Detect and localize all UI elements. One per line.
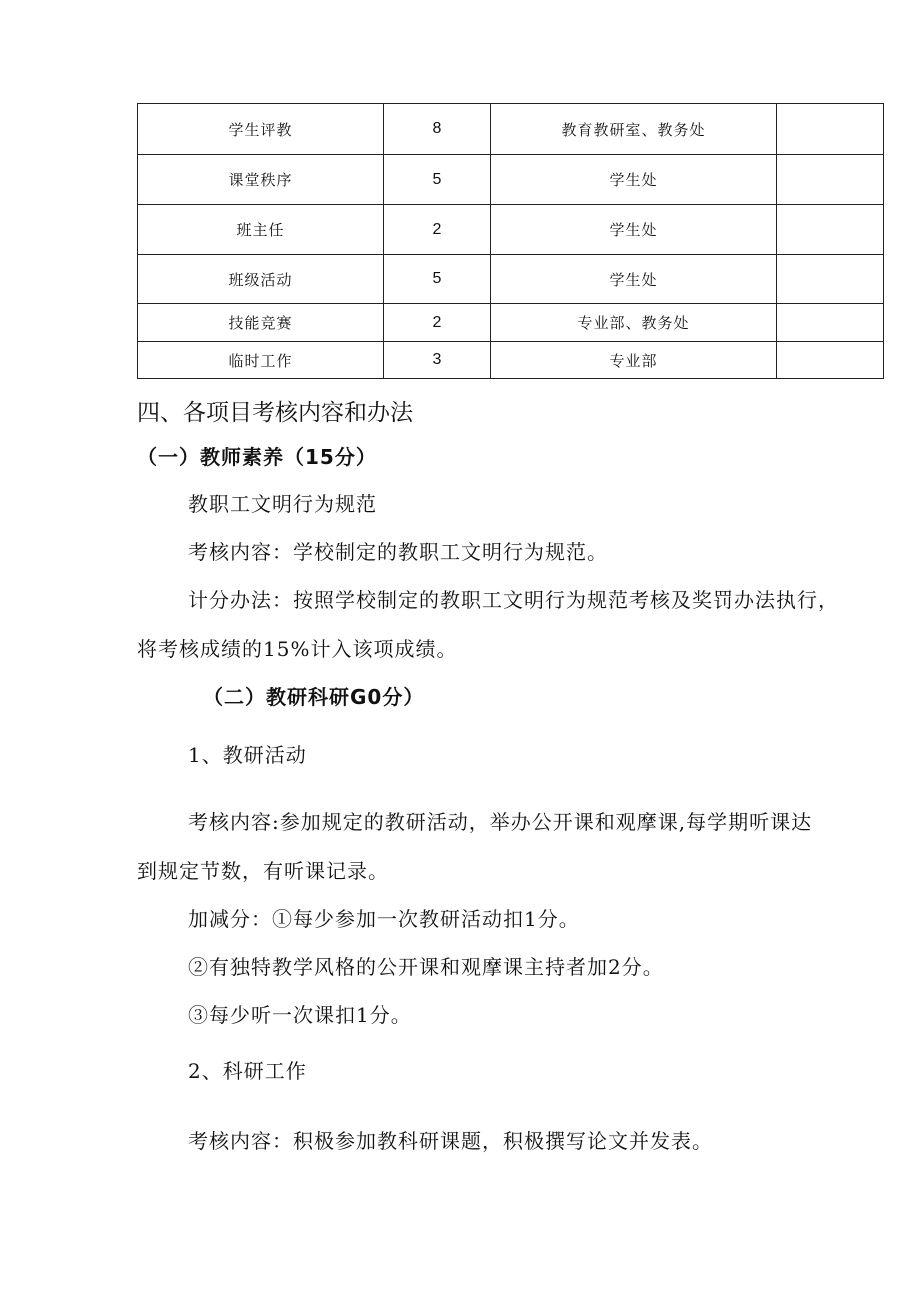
item1-rule2: ②有独特教学风格的公开课和观摩课主持者加2分。 [188, 955, 664, 979]
part1-title: （一）教师素养（15分） [137, 445, 377, 469]
table-row [138, 104, 884, 155]
score-cell: 5 [384, 255, 491, 304]
item-cell: 班级活动 [138, 255, 384, 304]
item2-content: 考核内容：积极参加教科研课题，积极撰写论文并发表。 [188, 1129, 713, 1153]
note-cell [777, 104, 884, 155]
table-row [138, 155, 884, 205]
item-cell: 课堂秩序 [138, 155, 384, 205]
item-cell: 班主任 [138, 205, 384, 255]
item1-content-line1: 考核内容:参加规定的教研活动，举办公开课和观摩课,每学期听课达 [188, 810, 813, 834]
dept-cell: 学生处 [491, 205, 777, 255]
table-row [138, 255, 884, 304]
item-cell: 临时工作 [138, 342, 384, 379]
item-cell: 技能竞赛 [138, 304, 384, 342]
score-table [137, 103, 884, 379]
dept-cell: 学生处 [491, 255, 777, 304]
part1-method-line2: 将考核成绩的15%计入该项成绩。 [137, 637, 458, 661]
note-cell [777, 205, 884, 255]
score-cell: 3 [384, 342, 491, 379]
part1-content: 考核内容：学校制定的教职工文明行为规范。 [188, 540, 608, 564]
note-cell [777, 304, 884, 342]
part1-subtitle: 教职工文明行为规范 [188, 492, 377, 516]
part2-title: （二）教研科研G0分） [203, 685, 425, 709]
item1-content-line2: 到规定节数，有听课记录。 [137, 859, 389, 883]
item1-rule3: ③每少听一次课扣1分。 [188, 1003, 412, 1027]
table-row [138, 342, 884, 379]
score-cell: 5 [384, 155, 491, 205]
dept-cell: 教育教研室、教务处 [491, 104, 777, 155]
table-row [138, 205, 884, 255]
item1-title: 1、教研活动 [188, 743, 307, 767]
score-cell: 2 [384, 205, 491, 255]
note-cell [777, 342, 884, 379]
table-row [138, 304, 884, 342]
note-cell [777, 155, 884, 205]
part1-method-line1: 计分办法：按照学校制定的教职工文明行为规范考核及奖罚办法执行， [188, 588, 839, 612]
note-cell [777, 255, 884, 304]
dept-cell: 专业部 [491, 342, 777, 379]
dept-cell: 专业部、教务处 [491, 304, 777, 342]
score-cell: 8 [384, 104, 491, 155]
item2-title: 2、科研工作 [188, 1059, 307, 1083]
dept-cell: 学生处 [491, 155, 777, 205]
item-cell: 学生评教 [138, 104, 384, 155]
section-heading: 四、各项目考核内容和办法 [137, 400, 413, 426]
score-cell: 2 [384, 304, 491, 342]
item1-rule1: 加减分：①每少参加一次教研活动扣1分。 [188, 907, 580, 931]
